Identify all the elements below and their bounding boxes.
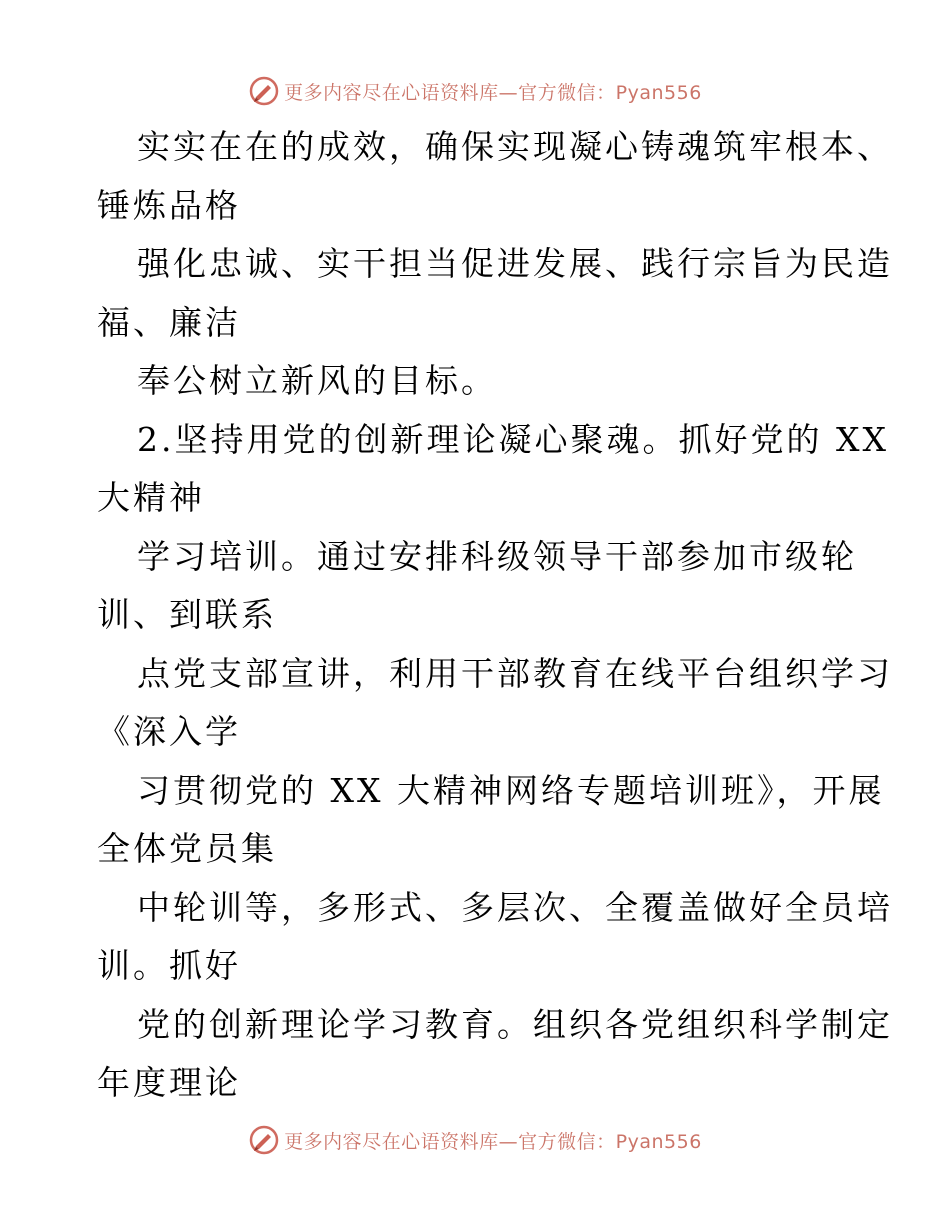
pen-logo-icon [248, 1124, 280, 1156]
footer-watermark [0, 1120, 950, 1160]
body-line: 实实在在的成效，确保实现凝心铸魂筑牢根本、 [137, 127, 893, 166]
body-line: 训、到联系 [97, 595, 277, 634]
body-line: 全体党员集 [97, 829, 277, 868]
body-line: 中轮训等，多形式、多层次、全覆盖做好全员培 [137, 887, 893, 927]
pen-logo-icon [248, 75, 280, 107]
body-line: 训。抓好 [97, 946, 241, 985]
document-body [97, 118, 893, 1113]
footer-watermark-text: 更多内容尽在心语资料库—官方微信：Pyan556 [284, 1130, 702, 1153]
header-watermark-text: 更多内容尽在心语资料库—官方微信：Pyan556 [284, 81, 702, 104]
body-line: 强化忠诚、实干担当促进发展、践行宗旨为民造 [137, 244, 893, 283]
body-line: 《深入学 [97, 712, 241, 751]
body-line: 点党支部宣讲，利用干部教育在线平台组织学习 [137, 653, 893, 693]
body-line: 锤炼品格 [97, 185, 241, 225]
header-watermark [0, 71, 950, 111]
body-line: 福、廉洁 [97, 302, 241, 342]
body-line: 大精神 [97, 478, 205, 517]
body-line: 奉公树立新风的目标。 [137, 361, 497, 400]
body-line: 2.坚持用党的创新理论凝心聚魂。抓好党的 XX [137, 419, 889, 459]
body-line: 习贯彻党的 XX 大精神网络专题培训班》，开展 [137, 770, 885, 810]
body-line: 党的创新理论学习教育。组织各党组织科学制定 [137, 1004, 893, 1044]
body-line: 学习培训。通过安排科级领导干部参加市级轮 [137, 536, 857, 576]
body-line: 年度理论 [97, 1063, 241, 1102]
